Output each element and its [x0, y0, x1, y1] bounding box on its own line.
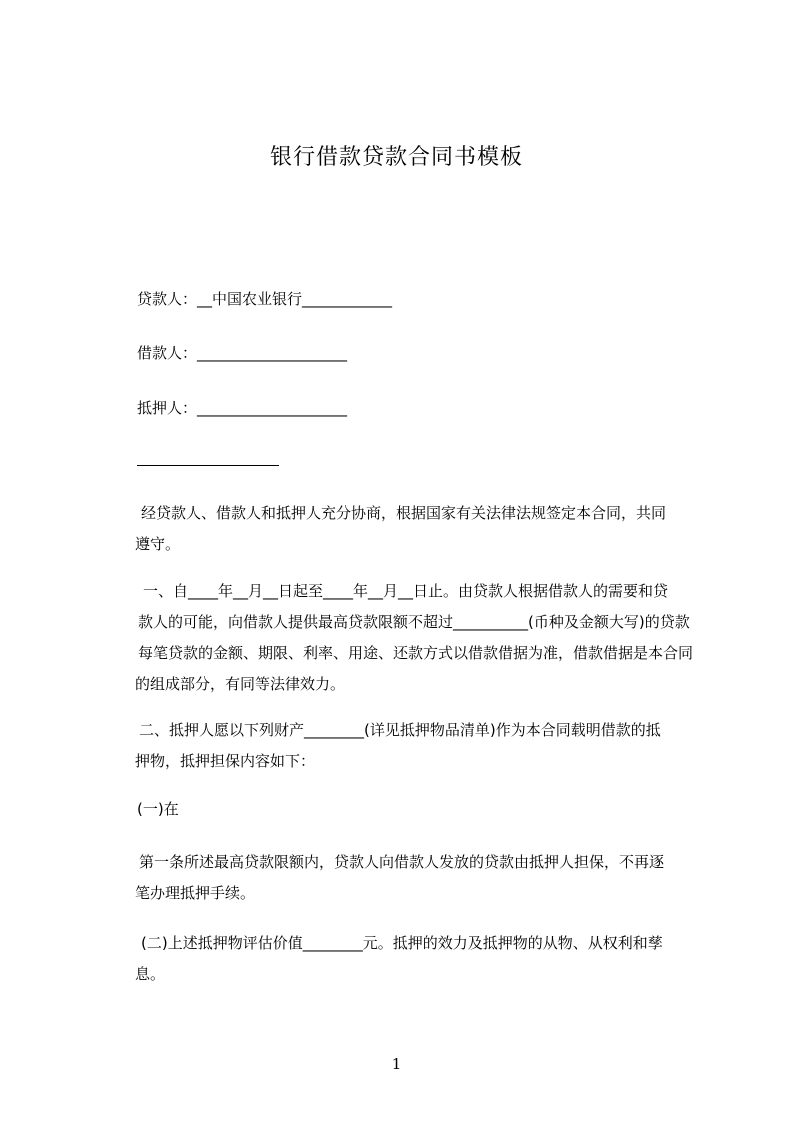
article-1-line-2: 笔办理抵押手续。	[135, 884, 256, 902]
page-number: 1	[391, 1055, 402, 1073]
document-title: 银行借款贷款合同书模板	[269, 145, 523, 170]
clause-2-line-1: 二、抵押人愿以下列财产________(详见抵押物品清单)作为本合同载明借款的抵	[139, 721, 661, 739]
article-1-line-1: 第一条所述最高贷款限额内，贷款人向借款人发放的贷款由抵押人担保，不再逐	[139, 853, 665, 871]
intro-paragraph	[135, 498, 703, 560]
sub-clause-2-paragraph	[135, 928, 703, 990]
article-1-paragraph	[135, 847, 703, 909]
sub-clause-1	[135, 794, 703, 825]
clause-2-paragraph	[135, 715, 703, 777]
clause-1-line-3: 每笔贷款的金额、期限、利率、用途、还款方式以借款借据为准，借款借据是本合同	[138, 644, 694, 662]
intro-line-2: 遵守。	[135, 535, 181, 553]
sub-clause-1-text: (一)在	[137, 800, 179, 818]
clause-1-line-2: 款人的可能，向借款人提供最高贷款限额不超过__________(币种及金额大写)的贷款	[138, 613, 690, 631]
clause-1-line-4: 的组成部分，有同等法律效力。	[135, 675, 346, 693]
clause-1-line-1: 一、自____年__月__日起至____年__月__日止。由贷款人根据借款人的需要和贷	[143, 582, 669, 600]
clause-1-paragraph	[135, 576, 703, 700]
sub-clause-2-line-1: (二)上述抵押物评估价值________元。抵押的效力及抵押物的从物、从权利和孳	[141, 934, 663, 952]
intro-line-1: 经贷款人、借款人和抵押人充分协商，根据国家有关法律法规签定本合同，共同	[141, 504, 667, 522]
lender-field: 贷款人：__中国农业银行____________	[137, 290, 393, 308]
borrower-field: 借款人：____________________	[137, 344, 348, 362]
sub-clause-2-line-2: 息。	[135, 965, 166, 983]
clause-2-line-2: 押物，抵押担保内容如下：	[135, 752, 316, 770]
blank-signature-line	[137, 465, 279, 466]
mortgagor-field: 抵押人：____________________	[137, 399, 348, 417]
